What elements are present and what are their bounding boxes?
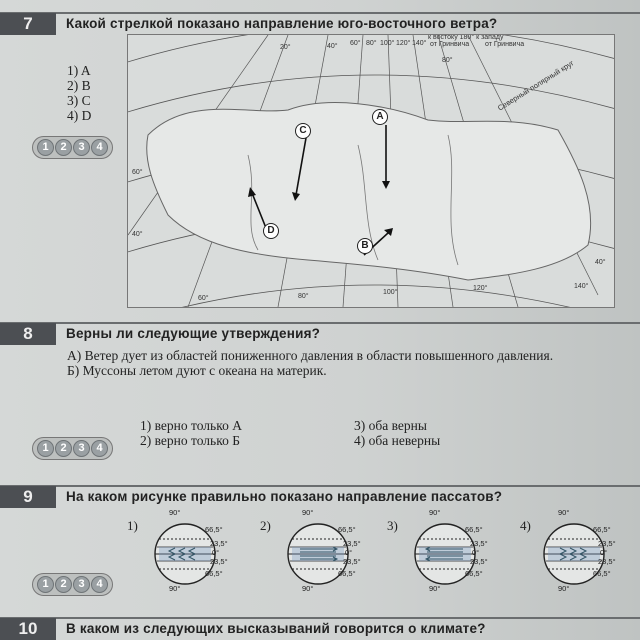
lon-bottom-140: 140° (574, 283, 589, 290)
lat-0: 0° (212, 548, 220, 557)
question-7-text: Какой стрелкой показано направление юго-восточного ветра? (66, 16, 498, 31)
question-10-text: В каком из следующих высказываний говорится о климате? (66, 621, 486, 636)
note-east-west: к востоку 180° к западу (428, 34, 504, 41)
arrow-label-c: C (295, 123, 311, 139)
lat-66-n: 66,5° (593, 525, 611, 534)
answer-circle-4[interactable]: 4 (91, 576, 108, 593)
q8-option-4[interactable]: 4) оба неверны (354, 433, 441, 448)
lat-66-s: 66,5° (465, 569, 483, 578)
divider (0, 12, 640, 14)
lon-bottom-120: 120° (473, 285, 488, 292)
q8-answer-circles (32, 437, 113, 460)
q7-answer-circles (32, 136, 113, 159)
lat-90-s: 90° (558, 584, 570, 593)
answer-circle-3[interactable]: 3 (73, 139, 90, 156)
lat-66-n: 66,5° (465, 525, 483, 534)
divider (0, 322, 640, 324)
answer-circle-1[interactable]: 1 (37, 576, 54, 593)
q9-answer-circles (32, 573, 113, 596)
lat-90-s: 90° (302, 584, 314, 593)
lat-label-80: 80° (442, 57, 453, 64)
polar-circle-label: Северный полярный круг (496, 58, 576, 113)
lon-label-80: 80° (366, 40, 377, 47)
question-8-text: Верны ли следующие утверждения? (66, 326, 321, 341)
answer-circle-3[interactable]: 3 (73, 440, 90, 457)
lat-23-n: 23,5° (343, 539, 361, 548)
diagram-1-label: 1) (127, 518, 138, 533)
lat-label-60: 60° (132, 169, 143, 176)
q7-option-3[interactable]: 3) C (67, 93, 91, 108)
lat-23-n: 23,5° (470, 539, 488, 548)
q8-statements (67, 348, 627, 378)
lat-0: 0° (600, 548, 608, 557)
lat-66-s: 66,5° (593, 569, 611, 578)
lat-23-s: 23,5° (470, 557, 488, 566)
globe-diagram-4[interactable] (520, 508, 627, 593)
lat-90-n: 90° (169, 508, 181, 517)
note-greenwich-right: от Гринвича (485, 41, 525, 48)
lon-label-140: 140° (412, 40, 427, 47)
question-number-8: 8 (0, 323, 56, 345)
globe-diagram-3[interactable] (387, 508, 507, 593)
lon-bottom-80: 80° (298, 293, 309, 300)
answer-circle-2[interactable]: 2 (55, 440, 72, 457)
q8-statement-b: Б) Муссоны летом дуют с океана на материк. (67, 363, 327, 378)
lat-right-40: 40° (595, 259, 606, 266)
answer-circle-2[interactable]: 2 (55, 139, 72, 156)
lat-90-n: 90° (429, 508, 441, 517)
q7-option-2[interactable]: 2) B (67, 78, 91, 93)
answer-circle-4[interactable]: 4 (91, 440, 108, 457)
lat-66-n: 66,5° (338, 525, 356, 534)
answer-circle-1[interactable]: 1 (37, 440, 54, 457)
answer-circle-2[interactable]: 2 (55, 576, 72, 593)
lat-66-s: 66,5° (205, 569, 223, 578)
question-number-7: 7 (0, 13, 56, 35)
lon-label-120: 120° (396, 40, 411, 47)
lon-bottom-60: 60° (198, 295, 209, 302)
lat-66-n: 66,5° (205, 525, 223, 534)
arrow-label-b: B (357, 238, 373, 254)
diagram-3-label: 3) (387, 518, 398, 533)
question-9-text: На каком рисунке правильно показано направление пассатов? (66, 489, 503, 504)
lon-label-40: 40° (327, 43, 338, 50)
q7-options (67, 63, 91, 123)
q7-option-4[interactable]: 4) D (67, 108, 92, 123)
divider (0, 617, 640, 619)
q8-option-1[interactable]: 1) верно только А (140, 418, 242, 433)
q8-option-3[interactable]: 3) оба верны (354, 418, 427, 433)
lat-66-s: 66,5° (338, 569, 356, 578)
q8-statement-a: А) Ветер дует из областей пониженного давления в области повышенного давления. (67, 348, 554, 363)
question-number-10: 10 (0, 618, 56, 640)
q8-options-right (354, 418, 440, 448)
lon-label-60: 60° (350, 40, 361, 47)
globe-diagram-1[interactable] (127, 508, 247, 593)
q8-options-left (140, 418, 242, 448)
lat-23-s: 23,5° (598, 557, 616, 566)
russia-wind-map (127, 34, 615, 308)
lat-23-s: 23,5° (210, 557, 228, 566)
lat-0: 0° (472, 548, 480, 557)
lon-bottom-100: 100° (383, 289, 398, 296)
lat-0: 0° (345, 548, 353, 557)
lon-label-20: 20° (280, 44, 291, 51)
divider (0, 485, 640, 487)
question-number-9: 9 (0, 486, 56, 508)
answer-circle-3[interactable]: 3 (73, 576, 90, 593)
arrow-label-d: D (263, 223, 279, 239)
note-greenwich-left: от Гринвича (430, 41, 470, 48)
lat-90-n: 90° (302, 508, 314, 517)
diagram-2-label: 2) (260, 518, 271, 533)
q8-option-2[interactable]: 2) верно только Б (140, 433, 240, 448)
arrow-label-a: A (372, 109, 388, 125)
lat-23-n: 23,5° (598, 539, 616, 548)
lat-23-s: 23,5° (343, 557, 361, 566)
answer-circle-4[interactable]: 4 (91, 139, 108, 156)
answer-circle-1[interactable]: 1 (37, 139, 54, 156)
lon-label-100: 100° (380, 40, 395, 47)
trade-wind-diagrams (127, 508, 627, 593)
diagram-4-label: 4) (520, 518, 531, 533)
lat-90-n: 90° (558, 508, 570, 517)
lat-90-s: 90° (429, 584, 441, 593)
lat-90-s: 90° (169, 584, 181, 593)
globe-diagram-2[interactable] (260, 508, 380, 593)
q7-option-1[interactable]: 1) A (67, 63, 91, 78)
lat-23-n: 23,5° (210, 539, 228, 548)
lat-label-40: 40° (132, 231, 143, 238)
